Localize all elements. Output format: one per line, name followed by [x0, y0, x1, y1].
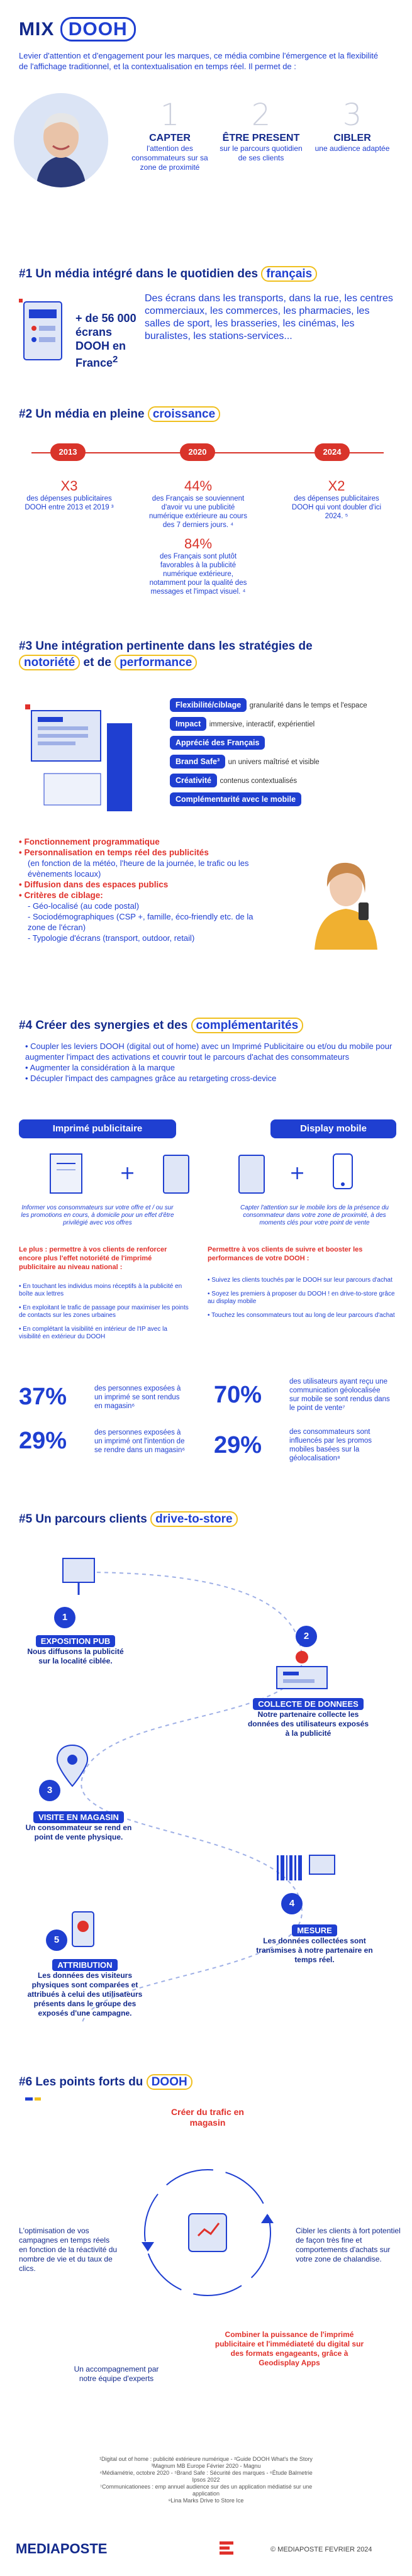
- kpi-capter: [126, 97, 214, 172]
- pill-text: contenus contextualisés: [220, 777, 298, 785]
- benefit-text: Suivez les clients touchés par le DOOH sur leur parcours d'achat: [211, 1277, 393, 1284]
- imprime-benefit-item: • En exploitant le trafic de passage pour maximiser les points de contacts sur les zones urbaines: [19, 1304, 189, 1319]
- attribution-icon: [60, 1909, 110, 1953]
- pill-text: immersive, interactif, expérientiel: [209, 721, 315, 728]
- kpi-text: l'attention des consommateurs sur sa zone de proximité: [131, 144, 208, 172]
- billboard-icon: [57, 1553, 101, 1597]
- step-title: MESURE: [292, 1924, 337, 1936]
- pill-row: [170, 774, 403, 787]
- kpi-number: 3: [342, 97, 362, 133]
- pill-apprecie: Apprécié des Français: [170, 736, 265, 750]
- feature-item: • Personnalisation en temps réel des publicités: [19, 848, 209, 857]
- step-title: VISITE EN MAGASIN: [33, 1811, 124, 1823]
- copyright: © MEDIAPOSTE FEVRIER 2024: [270, 2546, 372, 2553]
- pills-list: [170, 698, 403, 811]
- benefit-text: Touchez les consommateurs tout au long de leur parcours d'achat: [211, 1312, 395, 1319]
- page-title: [19, 19, 136, 40]
- feature-item: • Diffusion dans des espaces publics: [19, 880, 169, 889]
- step-title: ATTRIBUTION: [52, 1959, 117, 1971]
- stat-text: des personnes exposées à un imprimé se sont rendus en magasin⁶: [94, 1384, 181, 1410]
- step-text: Nous diffusons la publicité sur la localité ciblée.: [27, 1647, 124, 1665]
- kpi-title: CAPTER: [149, 133, 191, 143]
- stat-block: [19, 1428, 195, 1455]
- pill-row: [170, 792, 403, 806]
- kpi-title: ÊTRE PRESENT: [222, 133, 300, 143]
- step-1: [25, 1635, 126, 1666]
- kpi-number: 2: [251, 97, 271, 133]
- kpi-title: CIBLER: [333, 133, 371, 143]
- step-number: 4: [281, 1893, 303, 1914]
- stat-block: [214, 1377, 396, 1413]
- display-benefit-item: • Suivez les clients touchés par le DOOH sur leur parcours d'achat: [208, 1277, 393, 1284]
- kpi-text: une audience adaptée: [315, 144, 390, 153]
- title-dooh: DOOH: [60, 17, 136, 42]
- step-text: Les données collectées sont transmises à notre partenaire en temps réel.: [256, 1936, 373, 1964]
- strength-optimisation: L'optimisation de vos campagnes en temps réels en fonction de la réactivité du nombre de vie et du taux de clics.: [19, 2226, 118, 2273]
- section3-title: [19, 638, 396, 671]
- feature-sub: - Géo-localisé (au code postal): [28, 901, 140, 911]
- growth-stat-2: 84%: [184, 536, 213, 552]
- section5-title-text: #5 Un parcours clients: [19, 1513, 151, 1526]
- pill-creativite: Créativité: [170, 774, 217, 787]
- svg-text:+: +: [289, 1162, 306, 1184]
- display-benefit-item: • Touchez les consommateurs tout au long de leur parcours d'achat: [208, 1312, 395, 1319]
- feature-item: • Fonctionnement programmatique: [19, 837, 160, 847]
- screens-footnote: 2: [113, 354, 118, 365]
- footnote: ⁴Médiamétrie, octobre 2020 - ⁵Brand Safe : Sécurité des marques - ⁶Étude Balmetrie Ipsos 2022: [99, 2470, 313, 2483]
- stat-percent: 37%: [19, 1384, 67, 1410]
- stat-block: [19, 1384, 195, 1411]
- benefit-text: En complétant la visibilité en intérieur de l'IP avec la visibilité en extérieur du DOOH: [19, 1326, 167, 1340]
- section3-title-highlight-2: performance: [114, 655, 197, 670]
- step-title: COLLECTE DE DONNEES: [253, 1698, 364, 1710]
- feature-item: • Critères de ciblage:: [19, 891, 103, 900]
- portrait-image: [14, 93, 108, 187]
- features-list: [19, 836, 264, 943]
- footnote: ³Magnum MB Europe Février 2020 - Magnu: [151, 2463, 261, 2469]
- display-benefit-title: Permettre à vos clients de suivre et booster les performances de votre DOOH :: [208, 1246, 363, 1262]
- decor-dashes: [25, 2097, 44, 2101]
- year-2020: 2020: [180, 443, 215, 461]
- growth-col-2020: [148, 478, 248, 596]
- barcode-icon: [270, 1849, 340, 1887]
- feature-sub: (en fonction de la météo, l'heure de la journée, le trafic ou les évènements locaux): [28, 858, 249, 879]
- feature-text: Diffusion dans des espaces publics: [24, 880, 169, 889]
- growth-col-2024: [286, 478, 387, 521]
- year-2013: 2013: [50, 443, 86, 461]
- footnote: ¹Digital out of home : publicité extérieure numérique - ²Guide DOOH What's the Story: [99, 2456, 313, 2462]
- screens-count-text: + de 56 000 écrans DOOH en France: [75, 312, 136, 369]
- growth-stat: X2: [328, 478, 345, 494]
- section4-title: [19, 1019, 303, 1033]
- synergy-item: • Décupler l'impact des campagnes grâce au retargeting cross-device: [25, 1074, 277, 1083]
- strength-targeting: Cibler les clients à fort potentiel de façon très fine et comportements d'achats sur votre zone de chalandise.: [296, 2226, 401, 2263]
- mediaposte-logo: MEDIAPOSTE: [16, 2541, 108, 2557]
- synergy-text: Augmenter la considération à la marque: [30, 1063, 175, 1072]
- feature-text: Fonctionnement programmatique: [24, 837, 160, 847]
- synergy-text: Décupler l'impact des campagnes grâce au retargeting cross-device: [30, 1074, 277, 1083]
- imprime-benefit-title: Le plus : permettre à vos clients de renforcer encore plus l'effet notoriété de l'imprimé publicitaire au niveau national :: [19, 1246, 167, 1271]
- imprime-benefit-item: • En complétant la visibilité en intérieur de l'IP avec la visibilité en extérieur du DOOH: [19, 1326, 167, 1340]
- step-4: [252, 1924, 377, 1965]
- brand-mark-icon: [217, 2538, 236, 2557]
- step-number: 5: [46, 1929, 67, 1951]
- stat-text: des consommateurs sont influencés par les promos mobiles basées sur la géolocalisation⁸: [289, 1428, 372, 1462]
- synergy-text: Coupler les leviers DOOH (digital out of home) avec un Imprimé Publicitaire ou et/ou du mobile pour augmenter l'impact des activations et couvrir tout le parcours d'achat des consommateurs: [25, 1041, 393, 1062]
- pill-row: [170, 698, 403, 712]
- stat-percent: 70%: [214, 1381, 262, 1408]
- dashboard-illustration: [25, 698, 157, 818]
- screens-count: [75, 311, 138, 370]
- stat-percent: 29%: [19, 1428, 67, 1454]
- section5-title: [19, 1513, 238, 1526]
- kpi-text: sur le parcours quotidien de ses clients: [220, 144, 303, 162]
- footnotes: [94, 2456, 318, 2504]
- stat-percent: 29%: [214, 1431, 262, 1458]
- strength-support: Un accompagnement par notre équipe d'experts: [74, 2365, 159, 2383]
- pill-complementarite: Complémentarité avec le mobile: [170, 792, 301, 806]
- imprime-header: Imprimé publicitaire: [19, 1119, 176, 1138]
- pill-row: [170, 755, 403, 769]
- svg-text:+: +: [120, 1162, 136, 1184]
- section6-title-highlight: DOOH: [147, 2074, 192, 2090]
- stat-text: des personnes exposées à un imprimé ont l'intention de se rendre dans un magasin⁶: [94, 1428, 186, 1454]
- display-benefit-list: [208, 1277, 396, 1326]
- benefit-text: En exploitant le trafic de passage pour maximiser les points de contacts sur les zones urbaines: [19, 1304, 189, 1319]
- screens-places: Des écrans dans les transports, dans la rue, les centres commerciaux, les commerces, les pharmacies, les salles de sport, les brasseries, les cinémas, les buralistes, les stations-services...: [145, 293, 393, 341]
- strength-combine: Combiner la puissance de l'imprimé publicitaire et l'immédiateté du digital sur des formats engageants, grâce à Geodisplay Apps: [214, 2330, 364, 2367]
- benefit-text: Soyez les premiers à proposer du DOOH ! en drive-to-store grâce au display mobile: [208, 1291, 395, 1305]
- display-benefit-item: • Soyez les premiers à proposer du DOOH ! en drive-to-store grâce au display mobile: [208, 1291, 395, 1305]
- feature-text: Critères de ciblage:: [24, 891, 103, 900]
- growth-stat: X3: [60, 478, 78, 494]
- section1-title: [19, 267, 317, 281]
- feature-sub: - Typologie d'écrans (transport, outdoor, retail): [28, 933, 195, 943]
- display-note: Capter l'attention sur le mobile lors de la présence du consommateur dans votre zone de proximité, à des moments clés pour votre point de vente: [240, 1204, 389, 1226]
- imprime-benefit-list: [19, 1283, 189, 1347]
- section6-title-text: #6 Les points forts du: [19, 2075, 147, 2089]
- imprime-note: Informer vos consommateurs sur votre offre et / ou sur les promotions en cours, à domicile pour un effet d'être privilégié avec vos offres: [21, 1204, 174, 1226]
- strength-traffic: Créer du trafic en magasin: [171, 2107, 244, 2128]
- display-header: Display mobile: [270, 1119, 396, 1138]
- step-3: [25, 1811, 132, 1842]
- section1-title-highlight: français: [261, 266, 317, 282]
- woman-phone-image: [296, 843, 396, 950]
- pill-flexibilite: Flexibilité/ciblage: [170, 698, 247, 712]
- stat-text: des utilisateurs ayant reçu une communication géolocalisée sur mobile se sont rendus dans le point de vente⁷: [289, 1378, 390, 1412]
- footnote: ⁸Lina Marks Drive to Store Ice: [168, 2497, 244, 2504]
- footnote: ⁷Communicationees : emp annuel audience sur des un application médiatisé sur une application: [99, 2484, 313, 2497]
- pill-row: [170, 717, 403, 731]
- pill-row: [170, 736, 403, 750]
- step-title: EXPOSITION PUB: [36, 1635, 116, 1647]
- kpi-cibler: [308, 97, 396, 153]
- kpi-present: [217, 97, 305, 163]
- step-text: Les données des visiteurs physiques sont comparées et attribués à celui des utilisateurs présents dans le groupe des exposés d'une campagne.: [27, 1971, 143, 2018]
- kpi-number: 1: [160, 97, 180, 133]
- step-number: 2: [296, 1626, 317, 1647]
- section2-title-text: #2 Un média en pleine: [19, 408, 148, 421]
- step-5: [19, 1959, 151, 2018]
- screen-illustration: [19, 296, 75, 365]
- synergy-bullets: [25, 1041, 396, 1084]
- cycle-diagram: [126, 2151, 289, 2314]
- section4-title-text: #4 Créer des synergies et des: [19, 1019, 191, 1032]
- pill-brand-safe: Brand Safe³: [170, 755, 225, 769]
- pill-impact: Impact: [170, 717, 206, 731]
- step-number: 1: [54, 1607, 75, 1628]
- pill-text: granularité dans le temps et l'espace: [249, 702, 367, 709]
- benefit-text: En touchant les individus moins réceptifs à la publicité en boîte aux lettres: [19, 1283, 182, 1297]
- section2-title: [19, 408, 220, 421]
- data-collection-icon: [264, 1648, 340, 1692]
- intro-text: Levier d'attention et d'engagement pour les marques, ce média combine l'émergence et la flexibilité de l'affichage traditionnel, et la contextualisation en temps réel. Il permet de :: [19, 51, 379, 71]
- synergy-item: • Augmenter la considération à la marque: [25, 1063, 175, 1072]
- section4-title-highlight: complémentarités: [191, 1018, 304, 1033]
- synergy-item: • Coupler les leviers DOOH (digital out of home) avec un Imprimé Publicitaire ou et/ou du mobile pour augmenter l'impact des activations et couvrir tout le parcours d'achat des consommateurs: [25, 1041, 393, 1062]
- section1-title-text: #1 Un média intégré dans le quotidien des: [19, 267, 262, 280]
- stat-block: [214, 1428, 396, 1463]
- growth-col-2013: [19, 478, 120, 512]
- growth-stat: 44%: [184, 478, 213, 494]
- section5-title-highlight: drive-to-store: [150, 1511, 237, 1527]
- step-number: 3: [39, 1780, 60, 1801]
- imprime-benefit-item: • En touchant les individus moins réceptifs à la publicité en boîte aux lettres: [19, 1283, 182, 1297]
- step-text: Un consommateur se rend en point de vente physique.: [25, 1823, 132, 1841]
- growth-text: des dépenses publicitaires DOOH qui vont doubler d'ici 2024. ⁵: [291, 495, 382, 520]
- title-mix: MIX: [19, 19, 55, 40]
- section3-title-text: #3 Une intégration pertinente dans les stratégies de: [19, 640, 313, 653]
- step-2: [245, 1698, 371, 1738]
- combo-illustration: [38, 1148, 390, 1198]
- feature-text: Personnalisation en temps réel des publicités: [24, 848, 209, 857]
- year-2024: 2024: [315, 443, 350, 461]
- feature-sub: - Sociodémographiques (CSP +, famille, éco-friendly etc. de la zone de l'écran): [28, 912, 253, 932]
- section3-title-mid: et de: [80, 656, 115, 669]
- growth-text-2: des Français sont plutôt favorables à la publicité numérique extérieure, notamment pour la qualité des messages et l'impact visuel. ⁴: [149, 553, 247, 596]
- growth-text: des dépenses publicitaires DOOH entre 2013 et 2019 ³: [25, 495, 114, 511]
- pill-text: un univers maîtrisé et visible: [228, 758, 320, 766]
- step-text: Notre partenaire collecte les données des utilisateurs exposés à la publicité: [247, 1710, 369, 1738]
- growth-text: des Français se souviennent d'avoir vu une publicité numérique extérieure au cours des 7 derniers jours. ⁴: [149, 495, 247, 529]
- section3-title-highlight-1: notoriété: [19, 655, 80, 670]
- section6-title: [19, 2075, 192, 2089]
- section2-title-highlight: croissance: [148, 406, 220, 422]
